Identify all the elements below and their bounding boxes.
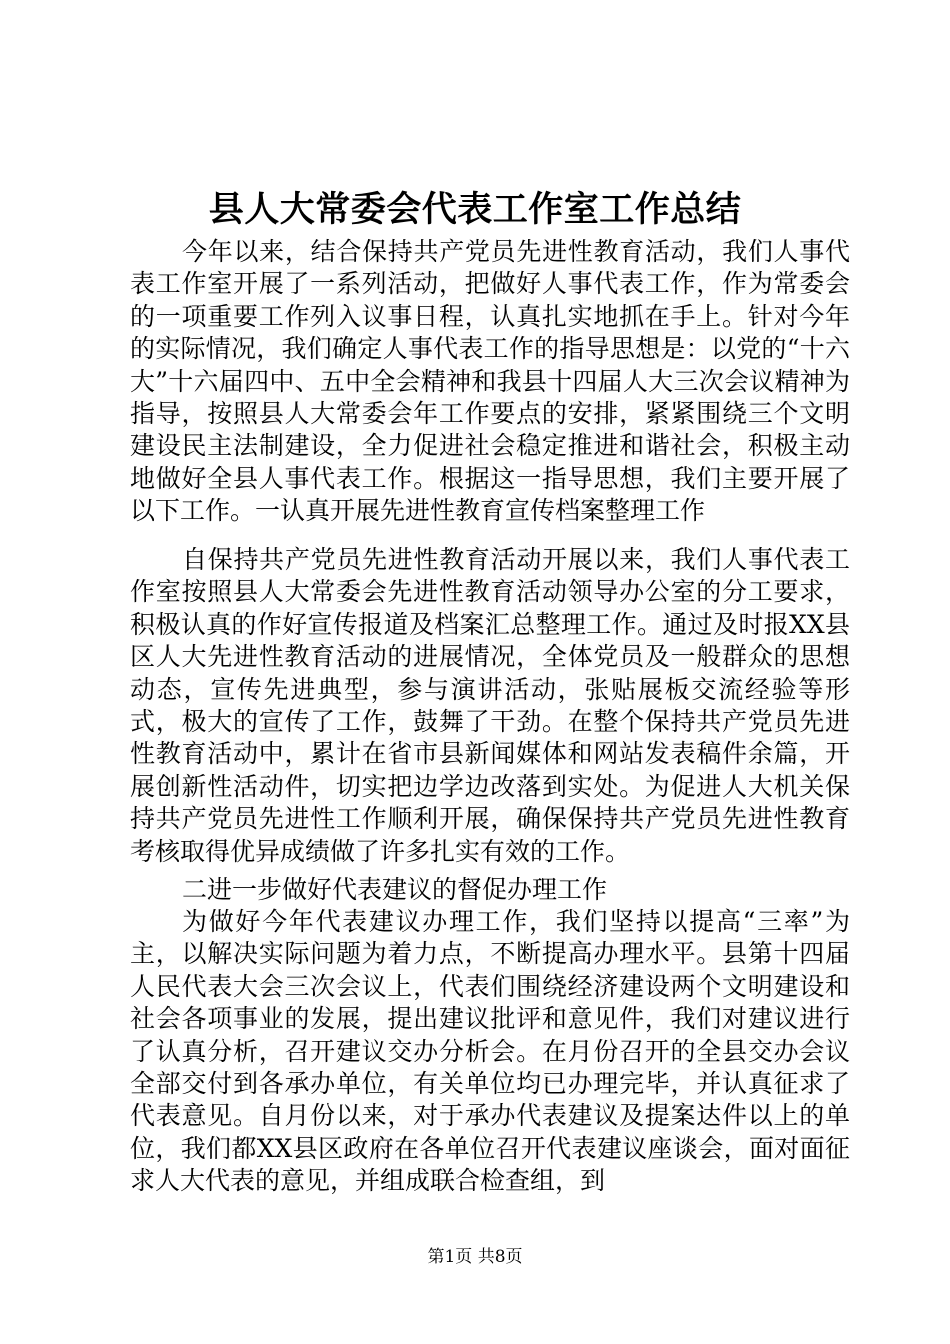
document-title: 县人大常委会代表工作室工作总结: [208, 189, 742, 230]
paragraph-3: 为做好今年代表建议办理工作，我们坚持以提高“三率”为主，以解决实际问题为着力点，不断提高办理水平。县第十四届人民代表大会三次会议上，代表们围绕经济建设两个文明建设和社会各项事业的发展，提出建议批评和意见件，我们对建议进行了认真分析，召开建议交办分析会。在月份召开的全县交办会议全部交付到各承办单位，有关单位均已办理完毕，并认真征求了代表意见。自月份以来，对于承办代表建议及提案达件以上的单位，我们都XX县区政府在各单位召开代表建议座谈会，面对面征求人大代表的意见，并组成联合检查组，到: [130, 907, 850, 1196]
page-number-footer: 第1页 共8页: [427, 1247, 523, 1267]
paragraph-2: 自保持共产党员先进性教育活动开展以来，我们人事代表工作室按照县人大常委会先进性教育活动领导办公室的分工要求，积极认真的作好宣传报道及档案汇总整理工作。通过及时报XX县区人大先进性教育活动的进展情况，全体党员及一般群众的思想动态，宣传先进典型，参与演讲活动，张贴展板交流经验等形式，极大的宣传了工作，鼓舞了干劲。在整个保持共产党员先进性教育活动中，累计在省市县新闻媒体和网站发表稿件余篇，开展创新性活动件，切实把边学边改落到实处。为促进人大机关保持共产党员先进性工作顺利开展，确保保持共产党员先进性教育考核取得优异成绩做了许多扎实有效的工作。: [130, 545, 850, 866]
paragraph-1: 今年以来，结合保持共产党员先进性教育活动，我们人事代表工作室开展了一系列活动，把做好人事代表工作，作为常委会的一项重要工作列入议事日程，认真扎实地抓在手上。针对今年的实际情况，我们确定人事代表工作的指导思想是：以党的“十六大”十六届四中、五中全会精神和我县十四届人大三次会议精神为指导，按照县人大常委会年工作要点的安排，紧紧围绕三个文明建设民主法制建设，全力促进社会稳定推进和谐社会，积极主动地做好全县人事代表工作。根据这一指导思想，我们主要开展了以下工作。一认真开展先进性教育宣传档案整理工作: [130, 237, 850, 526]
section-2-heading: 二进一步做好代表建议的督促办理工作: [182, 875, 608, 904]
